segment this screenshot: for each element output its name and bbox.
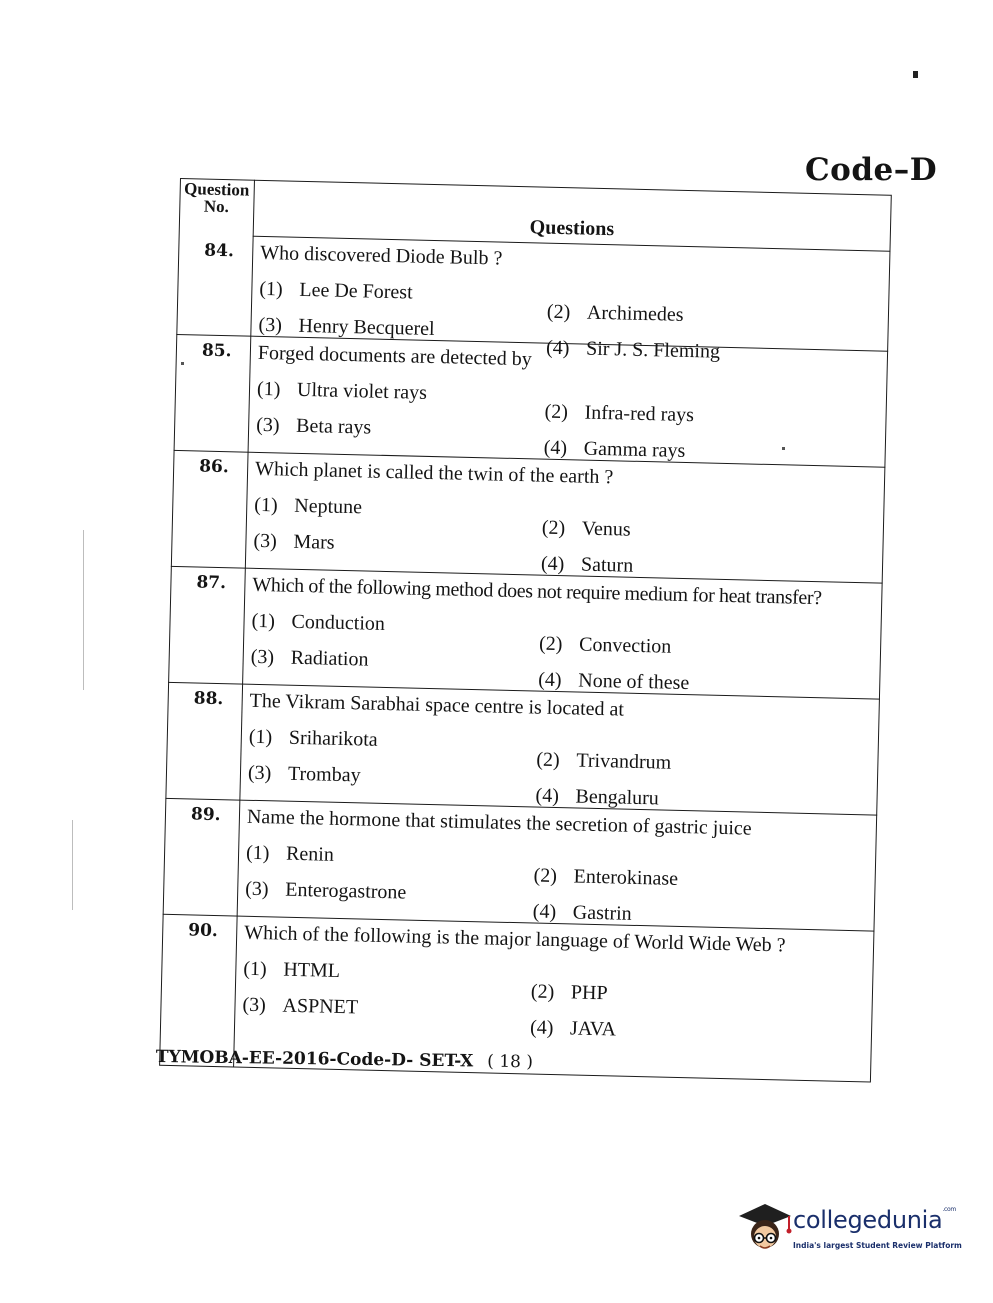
option-4: (4) Sir J. S. Fleming: [545, 336, 721, 363]
option-1: (1) Lee De Forest: [259, 277, 413, 304]
option-3: (3) Beta rays: [255, 413, 372, 439]
option-4: (4) Gastrin: [532, 900, 632, 925]
question-text: Name the hormone that stimulates the secretion of gastric juice: [246, 805, 752, 840]
option-1: (1) Renin: [245, 841, 335, 866]
question-number: 87.: [196, 572, 227, 594]
question-row: [163, 798, 878, 931]
logo-tagline: India's largest Student Review Platform: [793, 1241, 962, 1250]
question-number: 86.: [198, 456, 230, 478]
option-4: (4) Saturn: [540, 552, 634, 577]
option-3: (3) Enterogastrone: [245, 877, 407, 904]
scan-artifact: [72, 820, 73, 910]
option-2: (2) PHP: [530, 980, 608, 1005]
paper-code: Code–D: [805, 152, 938, 188]
option-3: (3) Trombay: [247, 761, 361, 787]
option-1: (1) Ultra violet rays: [256, 377, 428, 404]
option-4: (4) Gamma rays: [543, 436, 686, 462]
question-sheet: [159, 178, 892, 1083]
question-text: The Vikram Sarabhai space centre is located at: [249, 689, 625, 721]
question-row: [171, 450, 886, 583]
question-row: [160, 914, 875, 1047]
option-4: (4) JAVA: [529, 1016, 617, 1041]
option-2: (2) Enterokinase: [533, 864, 679, 890]
question-text: Which of the following method does not require medium for heat transfer?: [252, 573, 822, 610]
question-row: [165, 682, 880, 815]
header-questions: Questions: [529, 216, 615, 241]
question-number: 89.: [190, 804, 221, 826]
question-text: Forged documents are detected by: [257, 341, 533, 371]
option-2: (2) Trivandrum: [536, 748, 672, 774]
option-4: (4) Bengaluru: [535, 784, 660, 810]
question-text: Which of the following is the major language of World Wide Web ?: [243, 921, 786, 957]
scan-artifact: [83, 530, 84, 690]
question-text: Who discovered Diode Bulb ?: [259, 241, 503, 270]
option-2: (2) Convection: [538, 632, 672, 658]
mascot-icon: [735, 1196, 795, 1264]
option-2: (2) Venus: [541, 516, 631, 541]
question-number: 88.: [193, 688, 224, 710]
footer-code: TYMOBA-EE-2016-Code-D- SET-X: [155, 1047, 474, 1072]
option-1: (1) Neptune: [254, 493, 363, 519]
option-3: (3) ASPNET: [242, 993, 359, 1019]
question-text: Which planet is called the twin of the earth ?: [254, 457, 614, 489]
scan-mark: [913, 71, 918, 78]
option-4: (4) None of these: [538, 668, 690, 695]
option-3: (3) Mars: [253, 529, 335, 554]
question-number: 90.: [188, 920, 219, 942]
logo-suffix: .com: [942, 1206, 956, 1213]
page-footer: [156, 1047, 533, 1072]
question-number: 85.: [201, 340, 232, 362]
question-number: 84.: [204, 240, 235, 262]
header-question-no: Question No.: [183, 179, 250, 217]
question-row: [168, 566, 883, 699]
collegedunia-logo: [735, 1196, 965, 1264]
page-number: ( 18 ): [487, 1051, 534, 1073]
option-3: (3) Henry Becquerel: [258, 313, 435, 341]
question-row: [174, 334, 889, 467]
logo-wordmark: collegedunia: [793, 1206, 943, 1234]
option-1: (1) Sriharikota: [248, 725, 378, 751]
option-2: (2) Archimedes: [546, 300, 684, 326]
option-1: (1) HTML: [243, 957, 341, 982]
option-3: (3) Radiation: [250, 645, 369, 671]
option-2: (2) Infra-red rays: [544, 400, 695, 427]
option-1: (1) Conduction: [251, 609, 386, 635]
